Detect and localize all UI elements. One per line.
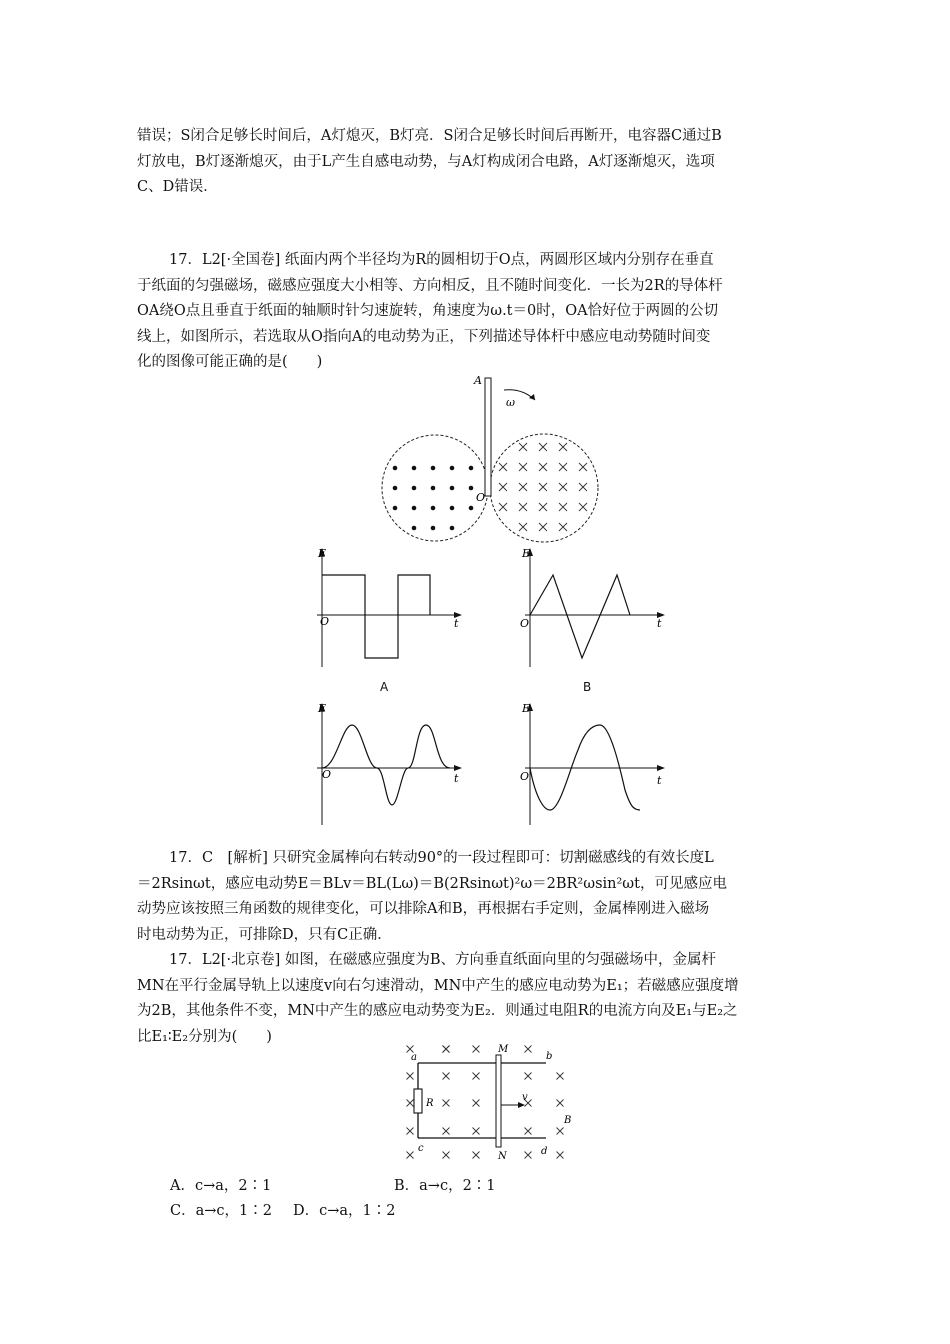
question-line: MN在平行金属导轨上以速度v向右匀速滑动，MN中产生的感应电动势为E₁；若磁感应强度增: [137, 977, 739, 994]
graph-axis-E: E: [318, 547, 327, 560]
graph-option-A: [312, 545, 472, 675]
rotating-rod-figure: [370, 370, 610, 545]
field-dot-mark: [450, 486, 455, 491]
field-dot-mark: [431, 466, 436, 471]
field-dot-mark: [393, 486, 398, 491]
graph-axis-E: E: [522, 702, 531, 715]
intro-line: 灯放电，B灯逐渐熄灭，由于L产生自感电动势，与A灯构成闭合电路，A灯逐渐熄灭，选项: [137, 153, 715, 170]
caption-A: A: [380, 680, 389, 694]
label-M: M: [498, 1044, 509, 1055]
graph-axis-E: E: [318, 702, 327, 715]
intro-line: 错误；S闭合足够长时间后，A灯熄灭，B灯亮．S闭合足够长时间后再断开，电容器C通过B: [137, 128, 722, 144]
field-dot-mark: [412, 466, 417, 471]
option-B[interactable]: B．a→c，2∶1: [394, 1178, 496, 1194]
label-N: N: [498, 1151, 507, 1162]
graph-axis-t: t: [454, 772, 459, 785]
field-dot-mark: [431, 526, 436, 531]
graph-origin-O: O: [520, 617, 530, 630]
answer-17-explanation: [137, 846, 817, 948]
graph-axis-E: E: [522, 547, 531, 560]
graph-option-D: [515, 700, 675, 830]
label-v: v: [522, 1092, 528, 1103]
question-line: 17．L2[·全国卷] 纸面内两个半径均为R的圆相切于O点，两圆形区域内分别存在垂直: [169, 252, 714, 268]
label-A: A: [474, 374, 482, 387]
graph-axis-t: t: [454, 617, 459, 630]
graph-axis-t: t: [657, 774, 662, 787]
field-dot-mark: [469, 506, 474, 511]
field-dot-mark: [469, 466, 474, 471]
field-dot-mark: [393, 506, 398, 511]
label-R: R: [426, 1098, 434, 1109]
option-A[interactable]: A．c→a，2∶1: [170, 1178, 272, 1194]
label-a: a: [411, 1052, 417, 1063]
field-dot-mark: [412, 526, 417, 531]
label-B: B: [564, 1115, 572, 1126]
label-c: c: [418, 1143, 424, 1154]
conductor-rod-OA: [485, 378, 491, 496]
option-D[interactable]: D．c→a，1∶2: [293, 1203, 396, 1219]
sliding-rod-figure: [398, 1043, 588, 1165]
label-O: O: [476, 491, 486, 504]
label-d: d: [541, 1146, 548, 1157]
label-b: b: [546, 1051, 553, 1062]
question-17-beijing: [137, 948, 817, 1050]
graph-option-B: [515, 545, 675, 675]
metal-rod-MN: [496, 1055, 501, 1147]
field-dot-mark: [431, 486, 436, 491]
field-dot-mark: [412, 506, 417, 511]
field-crosses-into-page: [499, 443, 587, 531]
answer-line: 动势应该按照三角函数的规律变化，可以排除A和B，再根据右手定则，金属棒刚进入磁场: [137, 901, 710, 917]
sin-squared-curve: [322, 725, 450, 805]
graph-origin-O: O: [320, 615, 330, 628]
field-dot-mark: [393, 466, 398, 471]
question-line: 线上，如图所示，若选取从O指向A的电动势为正，下列描述导体杆中感应电动势随时间变: [137, 328, 711, 345]
field-dot-mark: [431, 506, 436, 511]
resistor-R: [414, 1089, 422, 1113]
caption-B: B: [583, 680, 592, 694]
intro-paragraph: [137, 124, 817, 201]
graph-origin-O: O: [520, 770, 530, 783]
field-dot-mark: [450, 466, 455, 471]
question-line: 于纸面的匀强磁场，磁感应强度大小相等、方向相反，且不随时间变化．一长为2R的导体杆: [137, 277, 723, 294]
field-dot-mark: [450, 526, 455, 531]
answer-line: 17．C [解析] 只研究金属棒向右转动90°的一段过程即可：切割磁感线的有效长度L: [169, 850, 714, 866]
triangle-wave-curve: [530, 575, 630, 658]
graph-option-C: [312, 700, 472, 830]
label-omega: ω: [506, 396, 515, 409]
field-dot-mark: [469, 486, 474, 491]
answer-line: ＝2Rsinωt，感应电动势E＝BLv＝BL(Lω)＝B(2Rsinωt)²ω＝2BR²ωsin²ωt，可见感应电: [137, 875, 727, 892]
field-dots-out-of-page: [393, 466, 474, 531]
field-dot-mark: [412, 486, 417, 491]
answer-line: 时电动势为正，可排除D，只有C正确．: [137, 926, 392, 943]
graph-axis-t: t: [657, 617, 662, 630]
field-dot-mark: [450, 506, 455, 511]
question-17-national: [137, 248, 817, 376]
rotation-arrowhead: [529, 394, 535, 400]
question-line: 比E₁∶E₂分别为( ): [137, 1028, 272, 1045]
question-line: 化的图像可能正确的是( ): [137, 354, 323, 370]
square-wave-curve: [322, 575, 430, 658]
graph-origin-O: O: [322, 768, 332, 781]
intro-line: C、D错误．: [137, 179, 218, 195]
option-C[interactable]: C．a→c，1∶2: [170, 1203, 272, 1219]
question-line: 为2B，其他条件不变，MN中产生的感应电动势变为E₂．则通过电阻R的电流方向及E₁与E₂之: [137, 1003, 738, 1019]
question-line: OA绕O点且垂直于纸面的轴顺时针匀速旋转，角速度为ω.t＝0时，OA恰好位于两圆的公切: [137, 303, 719, 319]
question-line: 17．L2[·北京卷] 如图，在磁感应强度为B、方向垂直纸面向里的匀强磁场中，金属杆: [169, 952, 716, 968]
